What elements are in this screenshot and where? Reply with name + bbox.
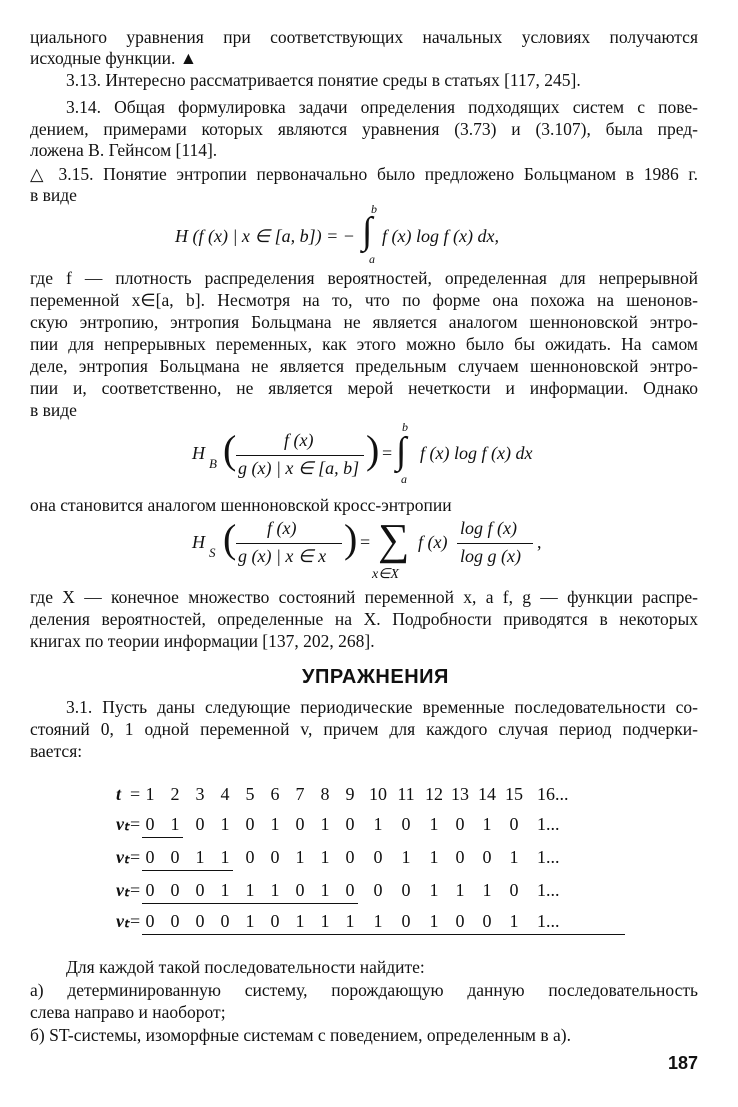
table-cell: 0 [401, 911, 411, 931]
exercise-line-1: 3.1. Пусть даны следующие периодические временные последовательности со- [66, 697, 698, 717]
table-row-equals: = [130, 911, 141, 931]
table-cell: 5 [245, 784, 255, 804]
table-cell: 4 [220, 784, 230, 804]
table-row-label: vₜ [116, 880, 130, 900]
table-cell: 0 [373, 847, 383, 867]
table-cell: 0 [245, 814, 255, 834]
table-cell: 0 [195, 911, 205, 931]
para-line-4: пии для непрерывных переменных, как этого можно было бы ожидать. На самом [30, 334, 698, 354]
table-cell: 0 [482, 911, 492, 931]
table-cell: 0 [145, 814, 155, 834]
para-line-2: переменной x∈[a, b]. Несмотря на то, что по форме она похожа на шенонов- [30, 290, 698, 310]
table-cell: 1 [429, 911, 439, 931]
f1-rhs: f (x) log f (x) dx, [382, 226, 499, 246]
table-cell: 0 [373, 880, 383, 900]
f2-lower-limit: a [401, 472, 407, 486]
table-cell: 8 [320, 784, 330, 804]
table-cell: 0 [195, 814, 205, 834]
table-cell: 1 [482, 880, 492, 900]
table-cell: 1 [145, 784, 155, 804]
table-cell: 1 [345, 911, 355, 931]
table-cell: 0 [482, 847, 492, 867]
table-cell: 0 [220, 911, 230, 931]
table-cell: 2 [170, 784, 180, 804]
cross-entropy-intro: она становится аналогом шенноновской кросс-энтропии [30, 495, 452, 515]
f2-equals: = [382, 443, 393, 463]
item-3-14-line-1: 3.14. Общая формулировка задачи определения подходящих систем с пове- [66, 97, 698, 117]
table-cell: 0 [270, 847, 280, 867]
f2-upper-limit: b [402, 420, 408, 434]
f2-H: H [192, 443, 205, 463]
table-cell: 0 [170, 847, 180, 867]
f3-mid: f (x) [418, 532, 448, 552]
table-cell: 0 [145, 847, 155, 867]
table-cell: 0 [170, 880, 180, 900]
f1-lower-limit: a [369, 252, 375, 266]
f3-log-fraction-bar [457, 543, 533, 544]
f3-sum-sub: x∈X [372, 567, 399, 582]
table-cell: 1 [320, 911, 330, 931]
table-cell: 0 [295, 880, 305, 900]
table-cell: 1 [320, 847, 330, 867]
table-cell: 1 [482, 814, 492, 834]
table-cell: 1 [270, 814, 280, 834]
table-row-label: vₜ [116, 814, 130, 834]
page-number: 187 [668, 1053, 699, 1073]
f2-rhs: f (x) log f (x) dx [420, 443, 533, 463]
f2-sub: B [209, 456, 217, 471]
para-line-3: скую энтропию, энтропия Больцмана не является аналогом шенноновской энтро- [30, 312, 698, 332]
table-cell: 1 [295, 847, 305, 867]
table-cell: 3 [195, 784, 205, 804]
para2-line-2: деления вероятностей, определенные на X. Подробности приводятся в некоторых [30, 609, 698, 629]
table-cell: 11 [397, 784, 415, 804]
table-cell: 16... [537, 784, 569, 804]
f2-lparen: ( [223, 427, 237, 472]
f3-comma: , [537, 532, 542, 552]
section-heading: УПРАЖНЕНИЯ [302, 666, 449, 688]
table-cell: 1 [373, 814, 383, 834]
table-cell: 0 [455, 911, 465, 931]
table-cell: 0 [509, 880, 519, 900]
table-row-equals: = [130, 880, 141, 900]
para-line-6: пии и, соответственно, не является мерой нечеткости и информации. Однако [30, 378, 698, 398]
table-cell: 0 [245, 847, 255, 867]
table-cell: 1 [220, 814, 230, 834]
f3-log-num: log f (x) [460, 518, 517, 538]
table-cell: 7 [295, 784, 305, 804]
task-a-line-1: а) детерминированную систему, порождающую данную последовательность [30, 980, 698, 1000]
para2-line-3: книгах по теории информации [137, 202, 268]. [30, 631, 375, 651]
table-cell: 1 [245, 880, 255, 900]
table-cell: 1 [245, 911, 255, 931]
table-cell: 0 [270, 911, 280, 931]
table-cell: 15 [505, 784, 523, 804]
item-3-14-line-3: ложена В. Гейнсом [114]. [30, 140, 218, 160]
para-line-1: где f — плотность распределения вероятностей, определенная для непрерывной [30, 268, 698, 288]
f3-H: H [192, 532, 205, 552]
f3-numerator: f (x) [267, 518, 297, 538]
table-cell: 1 [220, 847, 230, 867]
table-cell: 1 [455, 880, 465, 900]
table-cell: 10 [369, 784, 387, 804]
table-cell: 1 [509, 911, 519, 931]
table-cell: 1... [537, 847, 560, 867]
table-cell: 0 [345, 847, 355, 867]
f2-numerator: f (x) [284, 430, 314, 450]
table-cell: 0 [401, 814, 411, 834]
table-cell: 1 [320, 880, 330, 900]
f2-denominator: g (x) | x ∈ [a, b] [238, 458, 360, 478]
table-cell: 1 [295, 911, 305, 931]
table-cell: 1 [373, 911, 383, 931]
table-cell: 1 [509, 847, 519, 867]
table-cell: 0 [145, 911, 155, 931]
table-cell: 0 [295, 814, 305, 834]
f2-rparen: ) [366, 427, 380, 472]
table-cell: 0 [455, 847, 465, 867]
table-cell: 1... [537, 814, 560, 834]
item-3-15-line-2: в виде [30, 185, 77, 205]
table-cell: 1 [429, 847, 439, 867]
para-line-7: в виде [30, 400, 77, 420]
f3-equals: = [360, 532, 371, 552]
f2-integral-sign: ∫ [396, 430, 407, 472]
exercise-line-2: стояний 0, 1 одной переменной v, причем для каждого случая период подчерки- [30, 719, 698, 739]
para2-line-1: где X — конечное множество состояний переменной x, а f, g — функции распре- [30, 587, 698, 607]
f3-rparen: ) [344, 516, 358, 561]
integral-sign: ∫ [362, 210, 373, 252]
table-cell: 6 [270, 784, 280, 804]
table-cell: 0 [345, 880, 355, 900]
table-cell: 1 [270, 880, 280, 900]
table-cell: 0 [195, 880, 205, 900]
item-3-14-line-2: дением, примерами которых являются уравнения (3.73) и (3.107), была пред- [30, 119, 698, 139]
table-cell: 14 [478, 784, 496, 804]
period-underline [142, 837, 183, 838]
table-cell: 0 [345, 814, 355, 834]
table-cell: 1 [220, 880, 230, 900]
item-3-13: 3.13. Интересно рассматривается понятие среды в статьях [117, 245]. [66, 70, 581, 90]
table-cell: 1 [401, 847, 411, 867]
table-row-equals: = [130, 784, 141, 804]
task-intro: Для каждой такой последовательности найдите: [66, 957, 425, 977]
table-cell: 1 [170, 814, 180, 834]
table-cell: 13 [451, 784, 469, 804]
table-cell: 0 [455, 814, 465, 834]
task-a-line-2: слева направо и наоборот; [30, 1002, 226, 1022]
table-row-label: vₜ [116, 847, 130, 867]
period-underline [142, 903, 358, 904]
table-cell: 12 [425, 784, 443, 804]
sum-sign: ∑ [378, 515, 410, 564]
table-cell: 0 [401, 880, 411, 900]
table-cell: 0 [509, 814, 519, 834]
exercise-line-3: вается: [30, 741, 83, 761]
f1-lhs: H (f (x) | x ∈ [a, b]) = − [175, 226, 355, 246]
table-cell: 1... [537, 880, 560, 900]
table-row-equals: = [130, 814, 141, 834]
f3-fraction-bar [236, 543, 342, 544]
task-b: б) ST-системы, изоморфные системам с поведением, определенным в а). [30, 1025, 571, 1045]
f1-upper-limit: b [371, 202, 377, 216]
period-underline [142, 870, 233, 871]
f3-log-den: log g (x) [460, 546, 521, 566]
f2-fraction-bar [236, 455, 364, 456]
table-cell: 1... [537, 911, 560, 931]
table-row-label: vₜ [116, 911, 130, 931]
table-row-label: t [116, 784, 122, 804]
text-line-2: исходные функции. ▲ [30, 48, 198, 68]
table-cell: 1 [429, 880, 439, 900]
f3-lparen: ( [223, 516, 237, 561]
text-line-1: циального уравнения при соответствующих начальных условиях получаются [30, 27, 698, 47]
table-row-equals: = [130, 847, 141, 867]
table-cell: 0 [145, 880, 155, 900]
para-line-5: деле, энтропия Больцмана не является предельным случаем шенноновской энтро- [30, 356, 698, 376]
period-underline [142, 934, 625, 935]
table-cell: 0 [170, 911, 180, 931]
table-cell: 1 [195, 847, 205, 867]
table-cell: 1 [429, 814, 439, 834]
table-cell: 9 [345, 784, 355, 804]
item-3-15-line-1: △ 3.15. Понятие энтропии первоначально было предложено Больцманом в 1986 г. [30, 164, 698, 184]
f3-sub: S [209, 545, 216, 560]
table-cell: 1 [320, 814, 330, 834]
f3-denominator: g (x) | x ∈ x [238, 546, 327, 566]
